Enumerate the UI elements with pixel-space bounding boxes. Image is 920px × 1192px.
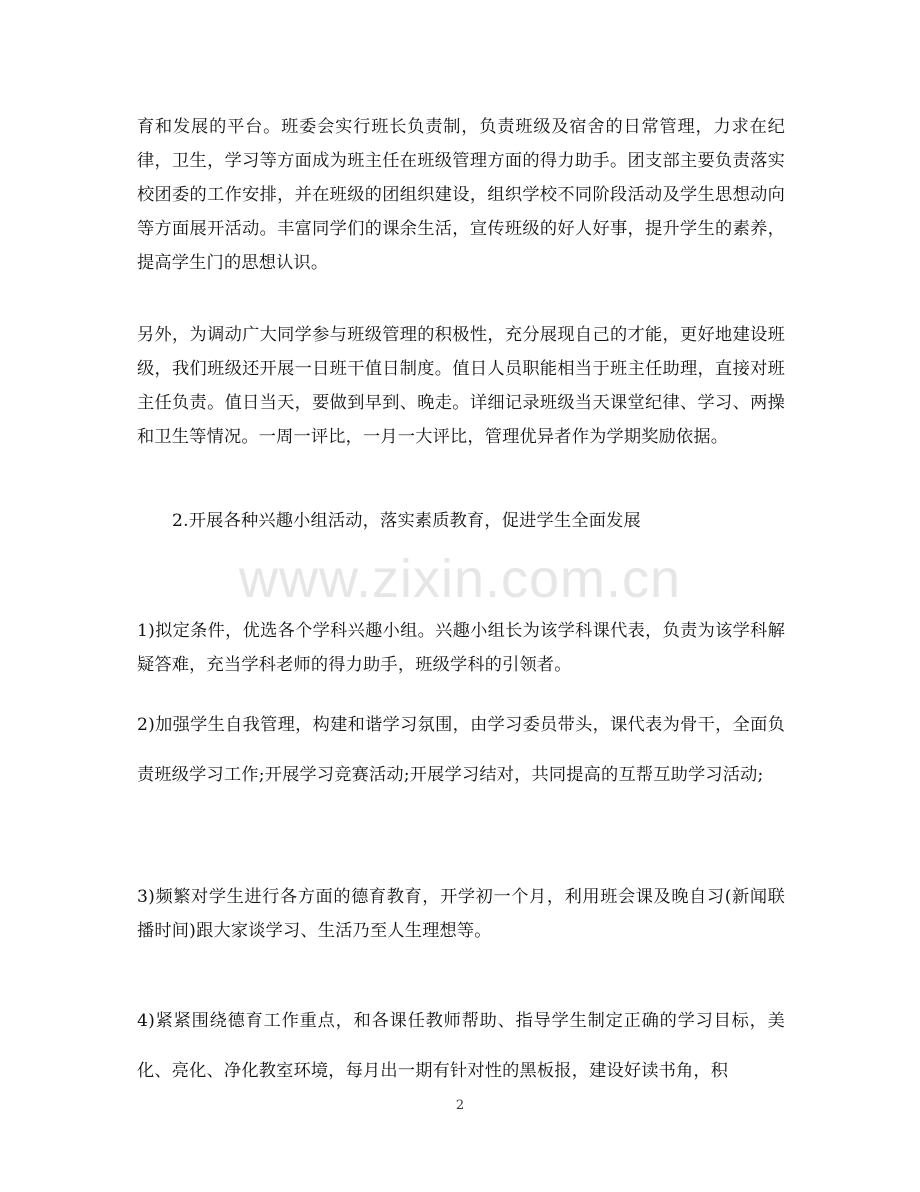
paragraph-1: 育和发展的平台。班委会实行班长负责制，负责班级及宿舍的日常管理，力求在纪律，卫生，学习等方面成为班主任在班级管理方面的得力助手。团支部主要负责落实校团委的工作安排，并在班级的团组织建设，组织学校不同阶段活动及学生思想动向等方面展开活动。丰富同学们的课余生活，宣传班级的好人好事，提升学生的素养，提高学生门的思想认识。 xyxy=(137,117,785,273)
paragraph-5: 3)频繁对学生进行各方面的德育教育，开学初一个月，利用班会课及晚自习(新闻联播时间)跟大家谈学习、生活乃至人生理想等。 xyxy=(137,887,785,941)
paragraph-2: 另外，为调动广大同学参与班级管理的积极性，充分展现自己的才能，更好地建设班级，我们班级还开展一日班干值日制度。值日人员职能相当于班主任助理，直接对班主任负责。值日当天，要做到早到、晚走。详细记录班级当天课堂纪律、学习、两操和卫生等情况。一周一评比，一月一大评比，管理优异者作为学期奖励依据。 xyxy=(137,325,785,447)
paragraph-3: 1)拟定条件，优选各个学科兴趣小组。兴趣小组长为该学科课代表，负责为该学科解疑答难，充当学科老师的得力助手，班级学科的引领者。 xyxy=(137,621,785,675)
page-number: 2 xyxy=(455,1098,465,1113)
paragraph-4: 2)加强学生自我管理，构建和谐学习氛围，由学习委员带头，课代表为骨干，全面负责班级学习工作;开展学习竞赛活动;开展学习结对，共同提高的互帮互助学习活动; xyxy=(137,715,785,785)
watermark: www.zixin.com.cn xyxy=(238,549,682,609)
section-heading: 2.开展各种兴趣小组活动，落实素质教育，促进学生全面发展 xyxy=(172,511,641,531)
paragraph-6: 4)紧紧围绕德育工作重点，和各课任教师帮助、指导学生制定正确的学习目标，美化、亮化、净化教室环境，每月出一期有针对性的黑板报，建设好读书角，积 xyxy=(137,1011,785,1081)
